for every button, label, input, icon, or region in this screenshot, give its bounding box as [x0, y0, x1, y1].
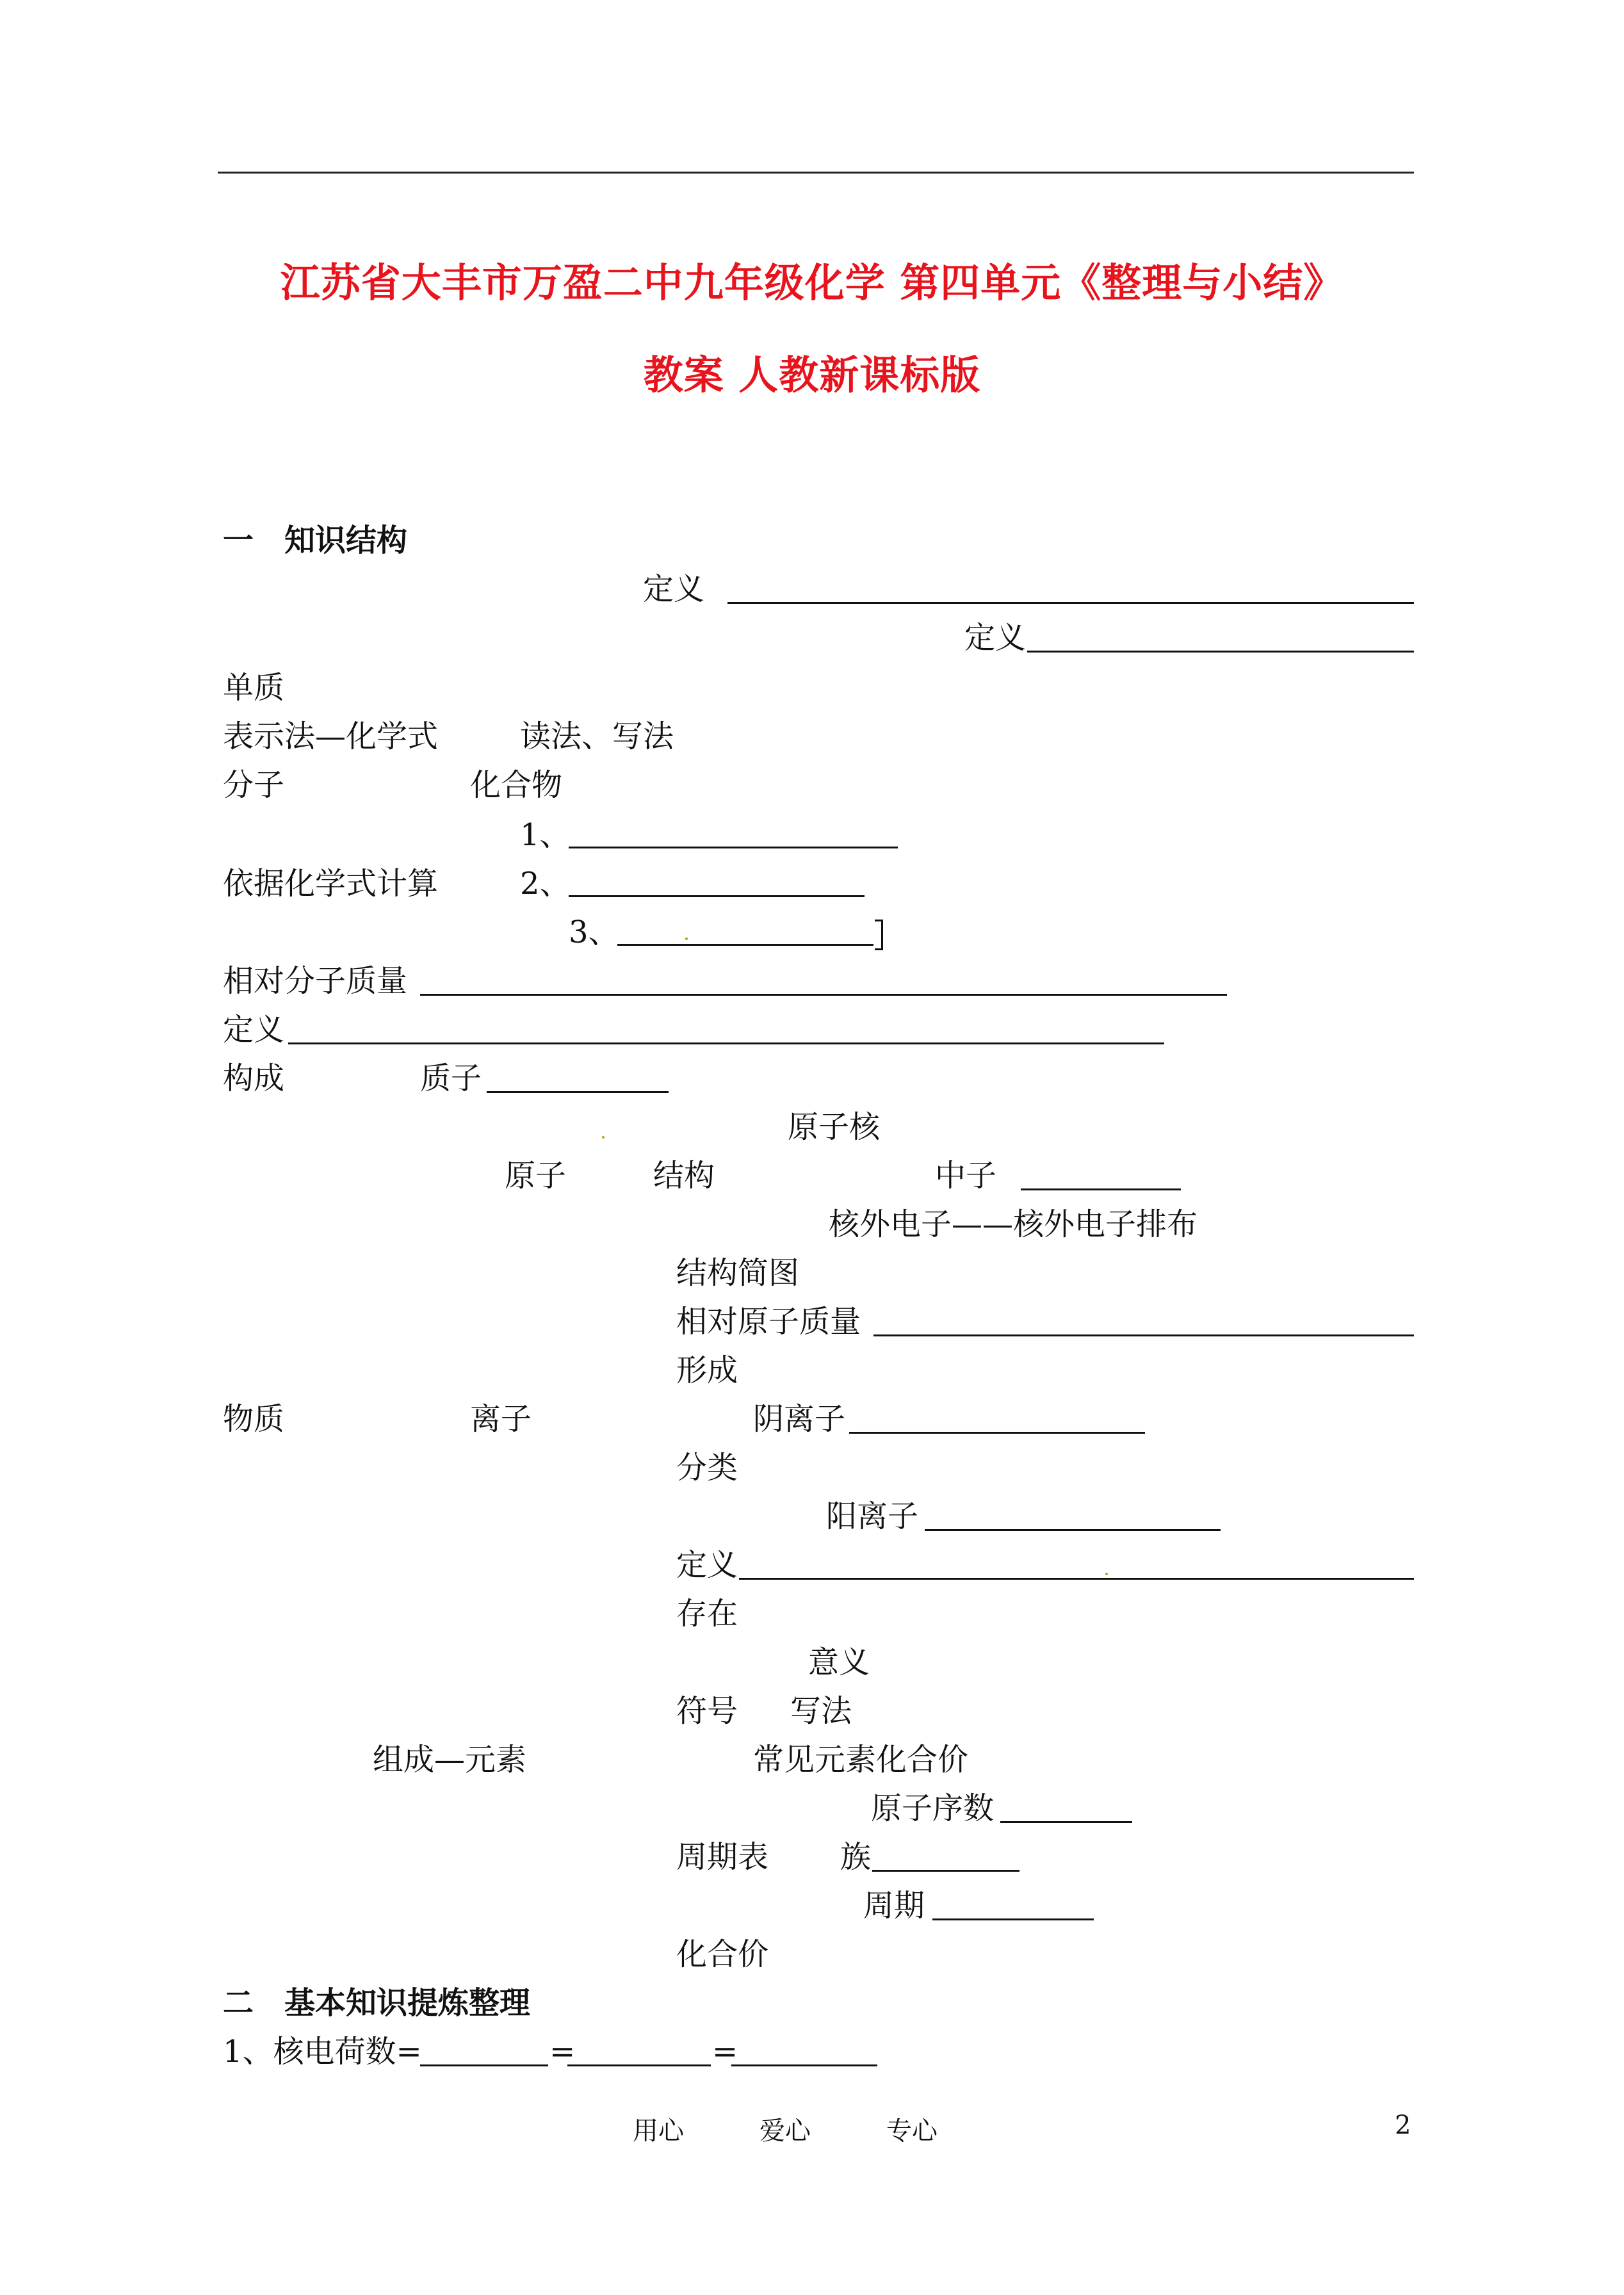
label-proton: 质子	[420, 1060, 482, 1096]
fill-blank-line	[617, 944, 873, 946]
label-classification: 分类	[676, 1450, 738, 1486]
footer-word-2: 爱心	[759, 2116, 811, 2146]
label-representation: 表示法—化学式	[223, 718, 439, 754]
label-valence: 化合价	[676, 1936, 769, 1972]
fill-blank-line	[569, 895, 865, 897]
label-structure-diagram: 结构简图	[676, 1255, 800, 1291]
fill-blank-line	[873, 1334, 1414, 1336]
definition-label-4: 定义	[676, 1547, 738, 1583]
fill-blank-line	[567, 2064, 711, 2066]
label-nucleus: 原子核	[788, 1109, 881, 1145]
fill-blank-line	[731, 2064, 877, 2066]
fill-blank-line	[932, 1918, 1094, 1920]
definition-label-3: 定义	[223, 1012, 285, 1048]
label-period: 周期	[863, 1888, 925, 1924]
fill-blank-line	[849, 1432, 1145, 1434]
label-common-valence: 常见元素化合价	[753, 1742, 969, 1778]
fill-blank-line	[739, 1578, 1414, 1580]
label-compound: 化合物	[470, 767, 563, 803]
label-cation: 阳离子	[826, 1498, 919, 1534]
fill-blank-line	[420, 2064, 548, 2066]
label-anion: 阴离子	[753, 1401, 846, 1437]
speck	[602, 1136, 605, 1139]
fill-blank-line	[925, 1529, 1221, 1531]
footer-word-1: 用心	[633, 2116, 684, 2146]
label-formation: 形成	[676, 1352, 738, 1388]
label-atomic-number: 原子序数	[871, 1790, 995, 1826]
bracket-mark	[875, 920, 883, 950]
label-formula-calc: 依据化学式计算	[223, 866, 439, 902]
label-composition: 构成	[223, 1060, 285, 1096]
fill-blank-line	[569, 847, 898, 848]
label-read-write: 读法、写法	[520, 718, 674, 754]
calc-item-1-label: 1、	[520, 817, 571, 853]
label-matter: 物质	[223, 1401, 285, 1437]
fill-blank-line	[872, 1870, 1019, 1872]
fill-blank-line	[420, 994, 1227, 996]
definition-label-2: 定义	[964, 620, 1027, 656]
nuclear-charge-label: 1、核电荷数=	[223, 2034, 422, 2070]
page-number: 2	[1395, 2111, 1411, 2140]
label-group: 族	[840, 1839, 872, 1875]
label-periodic-table: 周期表	[676, 1839, 769, 1875]
title-line-2: 教案 人教新课标版	[643, 352, 981, 398]
fill-blank-line	[727, 602, 1414, 604]
label-relative-molecular-mass: 相对分子质量	[223, 963, 408, 999]
label-meaning: 意义	[808, 1644, 870, 1680]
equals-sign: =	[549, 2034, 576, 2070]
label-element-composition: 组成—元素	[373, 1742, 527, 1778]
footer-word-3: 专心	[886, 2116, 938, 2146]
section-1-heading: 一 知识结构	[223, 523, 408, 558]
section-2-heading: 二 基本知识提炼整理	[223, 1985, 531, 2021]
label-structure: 结构	[653, 1158, 715, 1194]
label-molecule: 分子	[223, 767, 285, 803]
speck	[1105, 1573, 1108, 1575]
label-relative-atomic-mass: 相对原子质量	[676, 1304, 861, 1340]
definition-label-1: 定义	[643, 571, 705, 607]
speck	[685, 937, 688, 940]
label-existence: 存在	[676, 1596, 738, 1632]
title-line-1: 江苏省大丰市万盈二中九年级化学 第四单元《整理与小结》	[280, 259, 1344, 306]
fill-blank-line	[288, 1042, 1164, 1044]
label-ion: 离子	[470, 1401, 532, 1437]
label-electron-arrangement: 核外电子——核外电子排布	[829, 1206, 1198, 1242]
calc-item-2-label: 2、	[520, 866, 571, 902]
fill-blank-line	[1000, 1821, 1132, 1823]
calc-item-3-label: 3、	[569, 914, 619, 950]
fill-blank-line	[487, 1091, 669, 1093]
label-symbol: 符号	[676, 1693, 738, 1729]
equals-sign: =	[712, 2034, 738, 2070]
label-writing: 写法	[790, 1693, 852, 1729]
label-neutron: 中子	[935, 1158, 997, 1194]
header-rule	[218, 172, 1414, 174]
label-danzhi: 单质	[223, 670, 285, 706]
fill-blank-line	[1021, 1188, 1181, 1190]
label-atom: 原子	[505, 1158, 567, 1194]
fill-blank-line	[1027, 651, 1414, 653]
